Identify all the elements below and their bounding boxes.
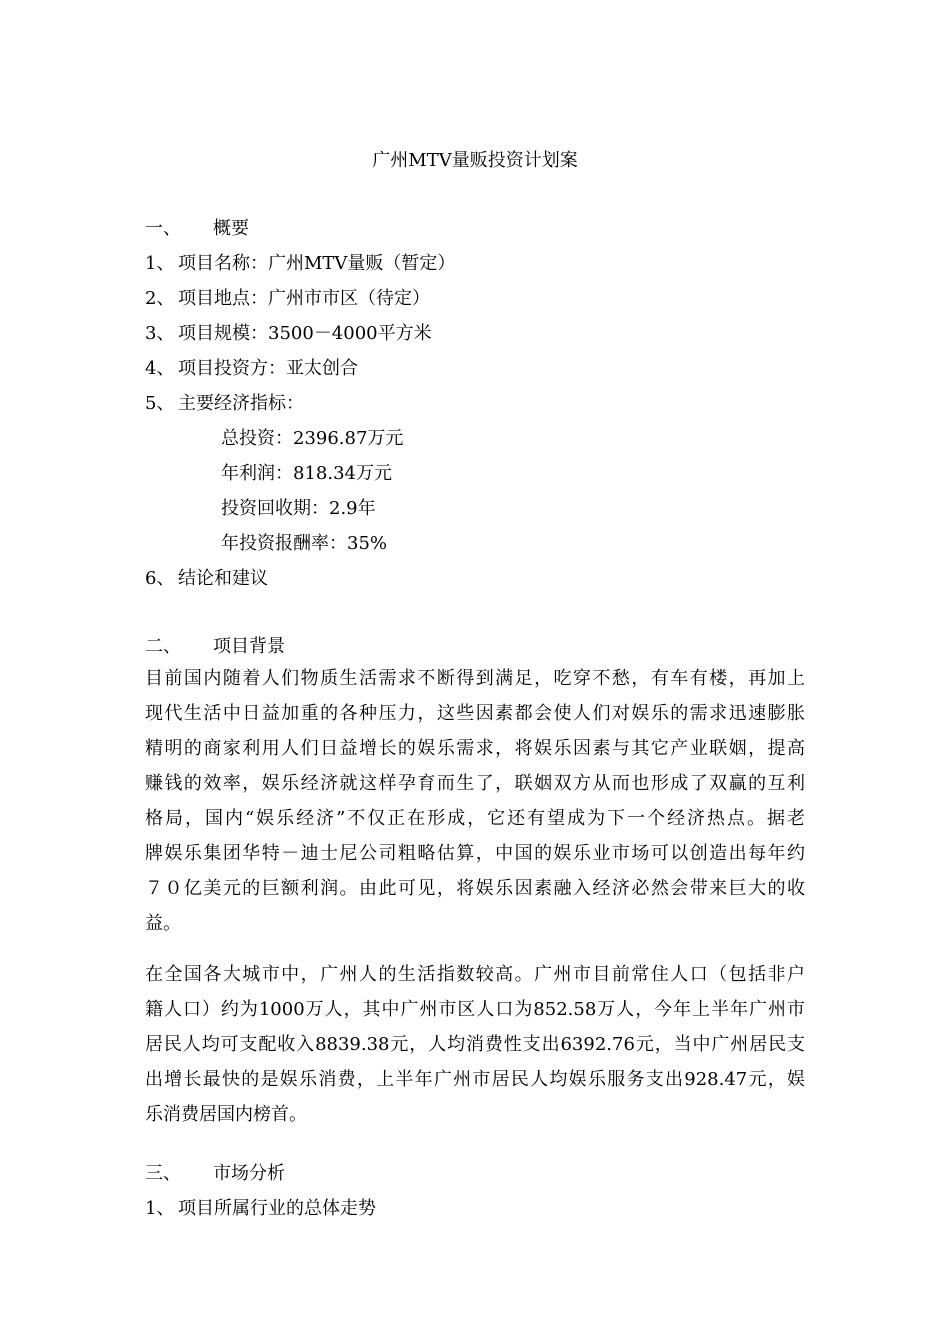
paragraph-line: 赚钱的效率，娱乐经济就这样孕育而生了，联姻双方从而也形成了双赢的互利 <box>145 773 805 794</box>
list-item-number: 2、 <box>145 288 175 309</box>
list-item <box>145 391 304 417</box>
section-heading-market-analysis <box>145 1161 285 1187</box>
list-item-text: 项目地点：广州市市区（待定） <box>178 288 430 309</box>
list-item-text: 项目规模：3500－4000平方米 <box>178 323 432 344</box>
list-item-number: 6、 <box>145 568 175 589</box>
section-number: 一、 <box>145 218 181 239</box>
paragraph-line: 目前国内随着人们物质生活需求不断得到满足，吃穿不愁，有车有楼，再加上 <box>145 668 805 689</box>
paragraph-line: 居民人均可支配收入8839.38元，人均消费性支出6392.76元，当中广州居民支 <box>145 1034 805 1055</box>
background-paragraph-2 <box>145 957 805 1132</box>
list-item <box>145 321 432 347</box>
list-item-text: 主要经济指标： <box>178 393 304 414</box>
paragraph-line: 在全国各大城市中，广州人的生活指数较高。广州市目前常住人口（包括非户 <box>145 964 805 985</box>
list-item-number: 4、 <box>145 358 175 379</box>
section-heading-overview <box>145 216 249 242</box>
document-title: 广州MTV量贩投资计划案 <box>372 150 578 171</box>
paragraph-line: 籍人口）约为1000万人，其中广州市区人口为852.58万人，今年上半年广州市 <box>145 999 805 1020</box>
list-item <box>145 251 455 277</box>
indicator-payback-period: 投资回收期：2.9年 <box>221 498 376 519</box>
section-title: 项目背景 <box>213 636 285 657</box>
paragraph-line: 牌娱乐集团华特－迪士尼公司粗略估算，中国的娱乐业市场可以创造出每年约 <box>145 843 805 864</box>
paragraph-line: 出增长最快的是娱乐消费，上半年广州市居民人均娱乐服务支出928.47元，娱 <box>145 1069 805 1090</box>
paragraph-line: ７０亿美元的巨额利润。由此可见，将娱乐因素融入经济必然会带来巨大的收 <box>145 878 805 899</box>
paragraph-line: 益。 <box>145 913 181 934</box>
indicator-annual-return: 年投资报酬率：35% <box>221 533 388 554</box>
list-item <box>145 566 268 592</box>
paragraph-line: 格局，国内“娱乐经济”不仅正在形成，它还有望成为下一个经济热点。据老 <box>145 808 805 829</box>
list-item-number: 3、 <box>145 323 175 344</box>
list-item-text: 项目名称：广州MTV量贩（暂定） <box>178 253 456 274</box>
section-number: 三、 <box>145 1163 181 1184</box>
section-heading-background <box>145 634 285 660</box>
list-item-text: 项目所属行业的总体走势 <box>178 1198 376 1219</box>
list-item-number: 1、 <box>145 253 175 274</box>
section-title: 概要 <box>213 218 249 239</box>
list-item <box>145 356 358 382</box>
section-number: 二、 <box>145 636 181 657</box>
list-item-number: 5、 <box>145 393 175 414</box>
paragraph-line: 乐消费居国内榜首。 <box>145 1104 307 1125</box>
paragraph-line: 现代生活中日益加重的各种压力，这些因素都会使人们对娱乐的需求迅速膨胀 <box>145 703 805 724</box>
paragraph-line: 精明的商家利用人们日益增长的娱乐需求，将娱乐因素与其它产业联姻，提高 <box>145 738 805 759</box>
background-paragraph-1 <box>145 661 805 941</box>
list-item <box>145 286 430 312</box>
list-item-number: 1、 <box>145 1198 175 1219</box>
list-item <box>145 1196 376 1222</box>
indicator-annual-profit: 年利润：818.34万元 <box>221 463 392 484</box>
section-title: 市场分析 <box>213 1163 285 1184</box>
list-item-text: 项目投资方：亚太创合 <box>178 358 358 379</box>
list-item-text: 结论和建议 <box>178 568 268 589</box>
indicator-total-investment: 总投资：2396.87万元 <box>221 428 404 449</box>
